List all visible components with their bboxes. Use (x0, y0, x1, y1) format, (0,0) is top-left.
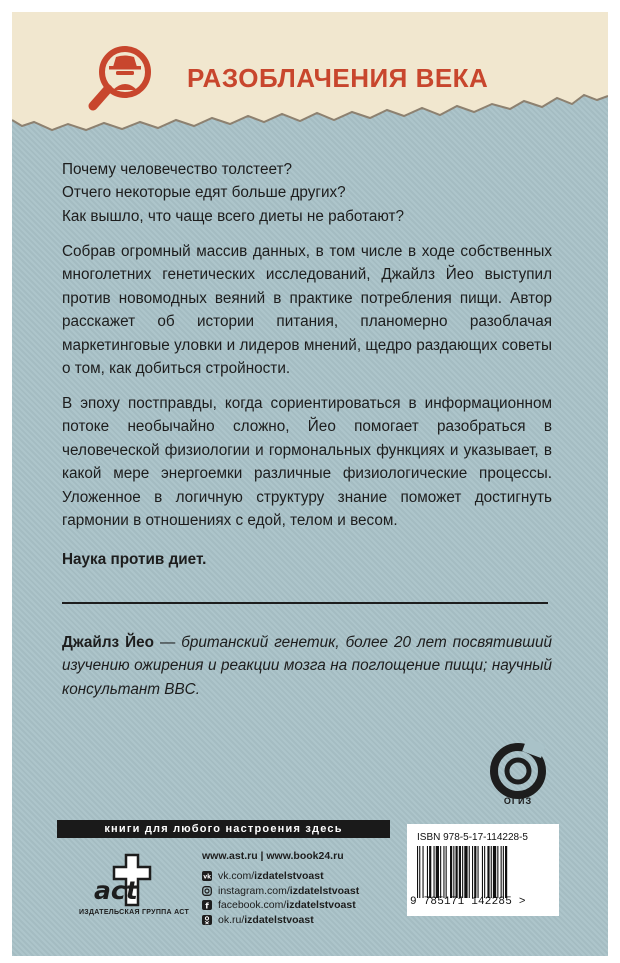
author-bio (62, 631, 552, 701)
social-prefix: instagram.com/ (218, 884, 290, 897)
author-dash: — (154, 634, 182, 651)
social-prefix: vk.com/ (218, 870, 255, 883)
publisher-websites[interactable]: www.ast.ru | www.book24.ru (202, 850, 344, 862)
social-prefix: facebook.com/ (218, 899, 287, 912)
ogiz-label: ОГИЗ (503, 796, 533, 806)
isbn-number: ISBN 978-5-17-114228-5 (417, 832, 528, 843)
isbn-barcode-block (407, 824, 559, 916)
tagline: Наука против диет. (62, 551, 207, 568)
svg-text:f: f (205, 901, 209, 911)
paragraph-text: Собрав огромный массив данных, в том числе в ходе собственных многолетних генетических исследований, Джайлз Йео выступил против новомодных веяний в практике потребления пищи. Автор расскажет об истории питания, планомерно разоблачая маркетинговые уловки и лидеров мнений, щедро раздающих советы о том, как добиться стройности. (62, 243, 552, 378)
description-paragraph-2 (62, 392, 552, 532)
divider (62, 602, 548, 604)
question-line: Отчего некоторые едят больше других? (62, 184, 346, 202)
social-handle: izdatelstvoast (244, 913, 314, 926)
author-name: Джайлз Йео (62, 634, 154, 651)
question-line: Почему человечество толстеет? (62, 161, 293, 178)
facebook-icon (202, 900, 212, 910)
series-title: РАЗОБЛАЧЕНИЯ ВЕКА (187, 63, 489, 93)
social-link-ok[interactable] (202, 913, 359, 928)
vk-icon (202, 871, 212, 881)
svg-text:vk: vk (203, 873, 212, 881)
question-list (62, 158, 552, 228)
book-back-cover (12, 12, 608, 956)
question-line: Как вышло, что чаще всего диеты не работают? (62, 207, 405, 225)
publisher-banner: книги для любого настроения здесь (57, 820, 390, 838)
paragraph-text: В эпоху постправды, когда сориентироваться в информационном потоке необычайно сложно, Йео помогает разобраться в человеческой физиологии и гормональных функциях и указывает, в какой мере энергоемки различные физиологические процессы. Уложенное в логичную структуру знание поможет достигнуть гармонии в отношениях с едой, телом и весом. (62, 395, 552, 530)
publisher-group-caption: ИЗДАТЕЛЬСКАЯ ГРУППА АСТ (78, 909, 190, 916)
social-handle: izdatelstvoast (254, 870, 324, 883)
ok-icon (202, 915, 212, 925)
social-links (202, 869, 359, 927)
social-prefix: ok.ru/ (218, 913, 245, 926)
social-link-facebook[interactable] (202, 898, 359, 913)
barcode-icon (415, 846, 553, 898)
social-handle: izdatelstvoast (289, 884, 360, 897)
author-description: британский генетик, более 20 лет посвятивший изучению ожирения и реакции мозга на поглощение пищи; научный консультант BBC. (62, 634, 553, 698)
social-link-vk[interactable] (202, 869, 359, 884)
magnifier-spy-icon (87, 44, 159, 116)
instagram-icon (202, 886, 212, 896)
ast-logo-icon (92, 852, 162, 908)
barcode-digits: 9 785171 142285 > (410, 896, 526, 908)
ast-logo-text: act (94, 876, 138, 905)
social-handle: izdatelstvoast (286, 899, 356, 912)
description-paragraph-1 (62, 240, 552, 380)
social-link-instagram[interactable] (202, 884, 359, 899)
